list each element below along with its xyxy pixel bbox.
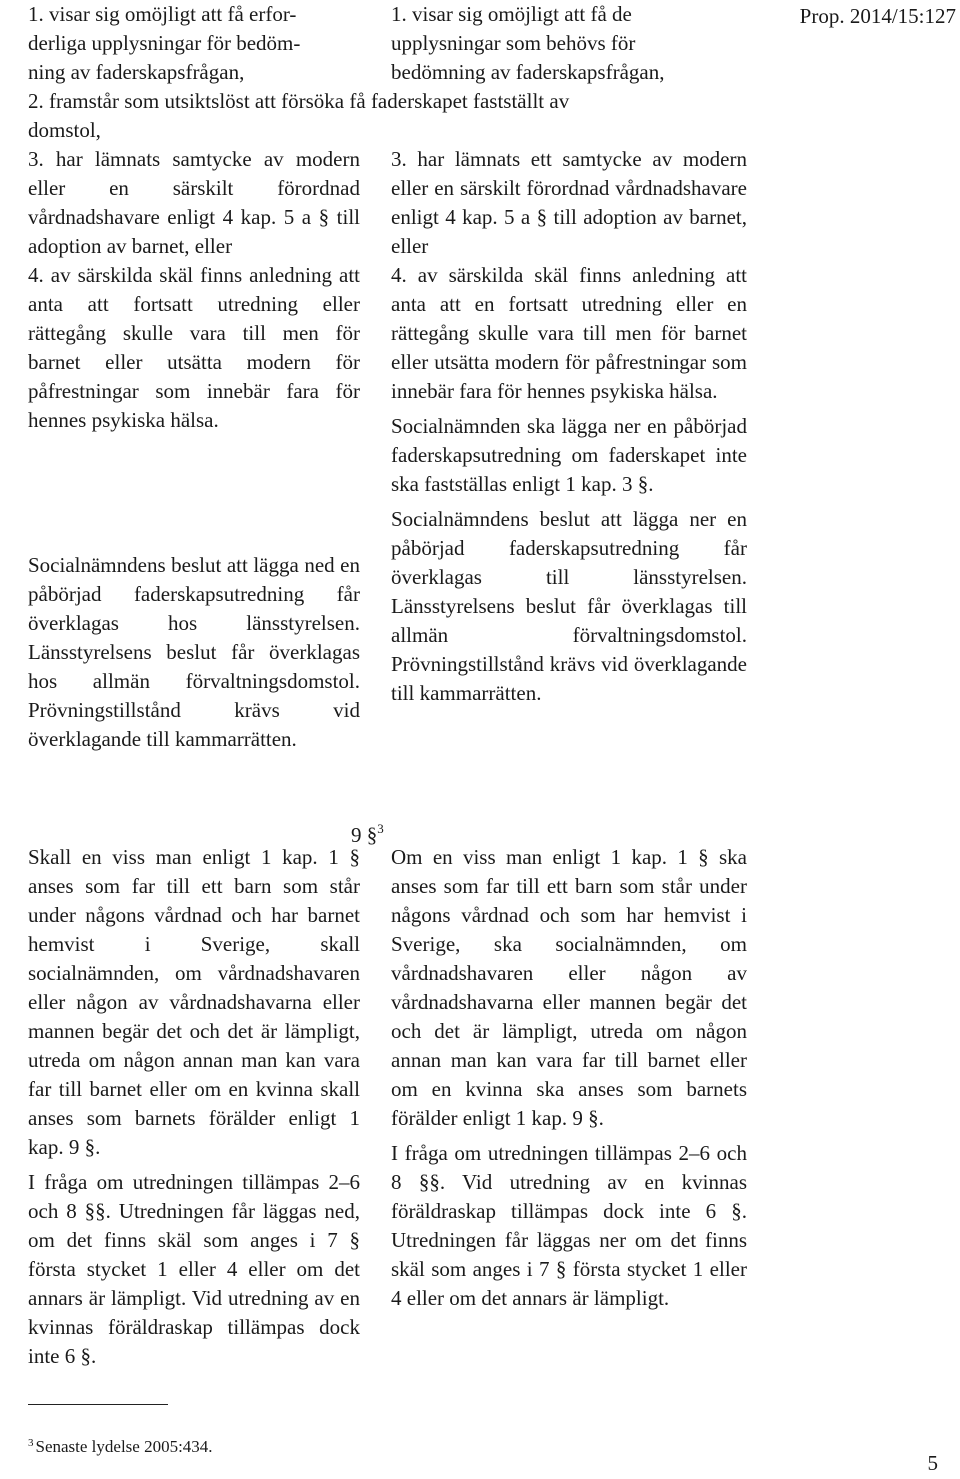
left-item1-line3: ning av faderskapsfrågan,: [28, 60, 245, 84]
right-item1-line1: 1. visar sig omöjligt att få de: [391, 2, 632, 26]
right-section9-paragraph1: Om en viss man enligt 1 kap. 1 § ska anses som far till ett barn som står under någons vårdnad och som har hemvist i Sverige, ska socialnämnden, om vårdnadshavaren eller någon av vårdnadshavarna eller mannen begär det och det är lämpligt, utreda om någon annan man kan vara far till barnet eller om en kvinna ska anses som barnets förälder enligt 1 kap. 9 §.: [391, 845, 747, 1130]
left-column-section-9-current: [28, 843, 360, 1371]
right-column-section-9-proposed: [391, 843, 747, 1313]
right-appeal-paragraph: Socialnämndens beslut att lägga ner en påbörjad faderskapsutredning får överklagas till länsstyrelsen. Länsstyrelsens beslut får överklagas till allmän förvaltningsdomstol. Prövningstillstånd krävs vid överklagande till kammarrätten.: [391, 507, 747, 705]
left-column-current-wording: [28, 145, 360, 435]
left-appeal-paragraph: Socialnämndens beslut att lägga ned en påbörjad faderskapsutredning får överklagas hos länsstyrelsen. Länsstyrelsens beslut får överklagas hos allmän förvaltningsdomstol. Prövningstillstånd krävs vid överklagande till kammarrätten.: [28, 553, 360, 751]
right-item3: 3. har lämnats ett samtycke av modern eller en särskilt förordnad vårdnadshavare enligt 4 kap. 5 a § till adoption av barnet, eller: [391, 147, 747, 258]
left-item1-line2: derliga upplysningar för bedöm-: [28, 31, 301, 55]
right-item4: 4. av särskilda skäl finns anledning att anta att en fortsatt utredning eller en rättegång skulle vara till men för barnet eller utsätta modern för påfrestningar som innebär fara för hennes psykiska hälsa.: [391, 263, 747, 403]
item2-continuation: domstol,: [28, 118, 101, 142]
right-column-proposed-wording: [391, 145, 747, 708]
footnote-text: Senaste lydelse 2005:434.: [35, 1437, 213, 1456]
left-appeal-block: [28, 551, 360, 754]
right-section9-paragraph2: I fråga om utredningen tillämpas 2–6 och 8 §§. Vid utredning av en kvinnas föräldraskap tillämpas dock inte 6 §. Utredningen får läggas ner om det finns skäl som anges i 7 § första stycket 1 eller 4 eller om det annars är lämpligt.: [391, 1141, 747, 1310]
footnote: [28, 1432, 213, 1458]
proposition-reference: Prop. 2014/15:127: [799, 4, 956, 28]
section-footnote-ref: 3: [377, 821, 384, 836]
item2-shared-line: 2. framstår som utsiktslöst att försöka få faderskapet fastställt av: [28, 89, 570, 113]
left-section9-paragraph1: Skall en viss man enligt 1 kap. 1 § anses som far till ett barn som står under någons vårdnad och har barnet hemvist i Sverige, skall socialnämnden, om vårdnadshavaren eller någon av vårdnadshavarna eller mannen begär det och det är lämpligt, utreda om någon annan man kan vara far till barnet eller om en kvinna skall anses som barnets förälder enligt 1 kap. 9 §.: [28, 845, 360, 1159]
page-number: 5: [927, 1451, 938, 1475]
section-number: 9 §: [351, 823, 378, 847]
footnote-marker: 3: [28, 1437, 34, 1449]
right-item1-line2: upplysningar som behövs för: [391, 31, 636, 55]
left-item4: 4. av särskilda skäl finns anledning att anta att fortsatt utredning eller rättegång skulle vara till men för barnet eller utsätta modern för påfrestningar som innebär fara för hennes psykiska hälsa.: [28, 263, 360, 432]
right-item1-line3: bedömning av faderskapsfrågan,: [391, 60, 665, 84]
left-item1-line1: 1. visar sig omöjligt att få erfor-: [28, 2, 297, 26]
left-item3: 3. har lämnats samtycke av modern eller en särskilt förordnad vårdnadshavare enligt 4 kap. 5 a § till adoption av barnet, eller: [28, 147, 360, 258]
right-new-paragraph: Socialnämnden ska lägga ner en påbörjad faderskapsutredning om faderskapet inte ska fastställas enligt 1 kap. 3 §.: [391, 414, 747, 496]
footnote-divider: [28, 1404, 168, 1405]
left-section9-paragraph2: I fråga om utredningen tillämpas 2–6 och 8 §§. Utredningen får läggas ned, om det finns skäl som anges i 7 § första stycket 1 eller 4 eller om det annars är lämpligt. Vid utredning av en kvinnas föräldraskap tillämpas dock inte 6 §.: [28, 1170, 360, 1368]
